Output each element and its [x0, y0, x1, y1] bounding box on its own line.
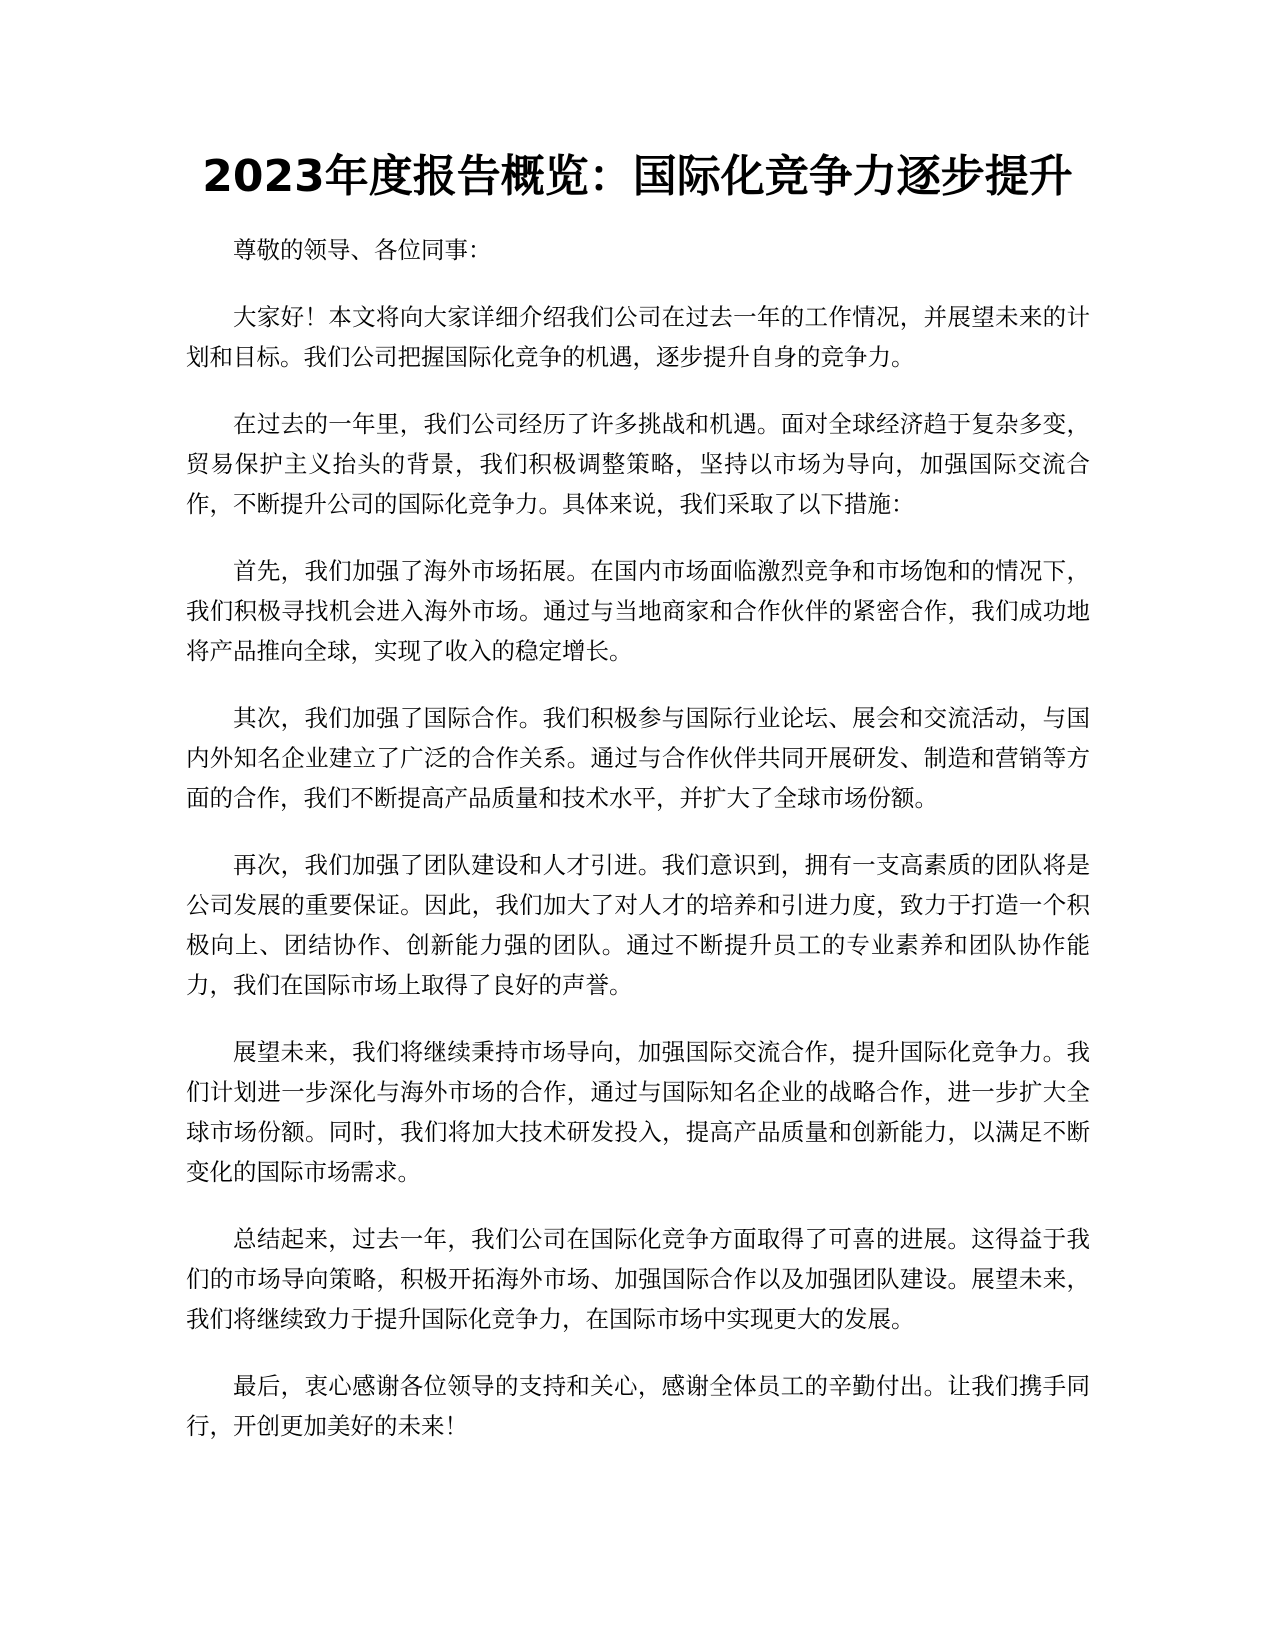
- body-paragraph: 在过去的一年里，我们公司经历了许多挑战和机遇。面对全球经济趋于复杂多变，贸易保护主义抬头的背景，我们积极调整策略，坚持以市场为导向，加强国际交流合作，不断提升公司的国际化竞争力。具体来说，我们采取了以下措施：: [186, 410, 1090, 518]
- body-paragraph: 大家好！本文将向大家详细介绍我们公司在过去一年的工作情况，并展望未来的计划和目标。我们公司把握国际化竞争的机遇，逐步提升自身的竞争力。: [186, 303, 1090, 371]
- body-paragraph: 其次，我们加强了国际合作。我们积极参与国际行业论坛、展会和交流活动，与国内外知名企业建立了广泛的合作关系。通过与合作伙伴共同开展研发、制造和营销等方面的合作，我们不断提高产品质量和技术水平，并扩大了全球市场份额。: [186, 704, 1090, 812]
- document-body: [186, 230, 1090, 1473]
- closing-paragraph: 最后，衷心感谢各位领导的支持和关心，感谢全体员工的辛勤付出。让我们携手同行，开创更加美好的未来！: [186, 1372, 1090, 1440]
- body-paragraph: 展望未来，我们将继续秉持市场导向，加强国际交流合作，提升国际化竞争力。我们计划进一步深化与海外市场的合作，通过与国际知名企业的战略合作，进一步扩大全球市场份额。同时，我们将加大技术研发投入，提高产品质量和创新能力，以满足不断变化的国际市场需求。: [186, 1038, 1090, 1186]
- document-title: 2023年度报告概览：国际化竞争力逐步提升: [202, 151, 1073, 202]
- salutation-paragraph: 尊敬的领导、各位同事：: [233, 236, 492, 264]
- body-paragraph: 总结起来，过去一年，我们公司在国际化竞争方面取得了可喜的进展。这得益于我们的市场导向策略，积极开拓海外市场、加强国际合作以及加强团队建设。展望未来，我们将继续致力于提升国际化竞争力，在国际市场中实现更大的发展。: [186, 1225, 1090, 1333]
- body-paragraph: 再次，我们加强了团队建设和人才引进。我们意识到，拥有一支高素质的团队将是公司发展的重要保证。因此，我们加大了对人才的培养和引进力度，致力于打造一个积极向上、团结协作、创新能力强的团队。通过不断提升员工的专业素养和团队协作能力，我们在国际市场上取得了良好的声誉。: [186, 851, 1090, 999]
- body-paragraph: 首先，我们加强了海外市场拓展。在国内市场面临激烈竞争和市场饱和的情况下，我们积极寻找机会进入海外市场。通过与当地商家和合作伙伴的紧密合作，我们成功地将产品推向全球，实现了收入的稳定增长。: [186, 557, 1090, 665]
